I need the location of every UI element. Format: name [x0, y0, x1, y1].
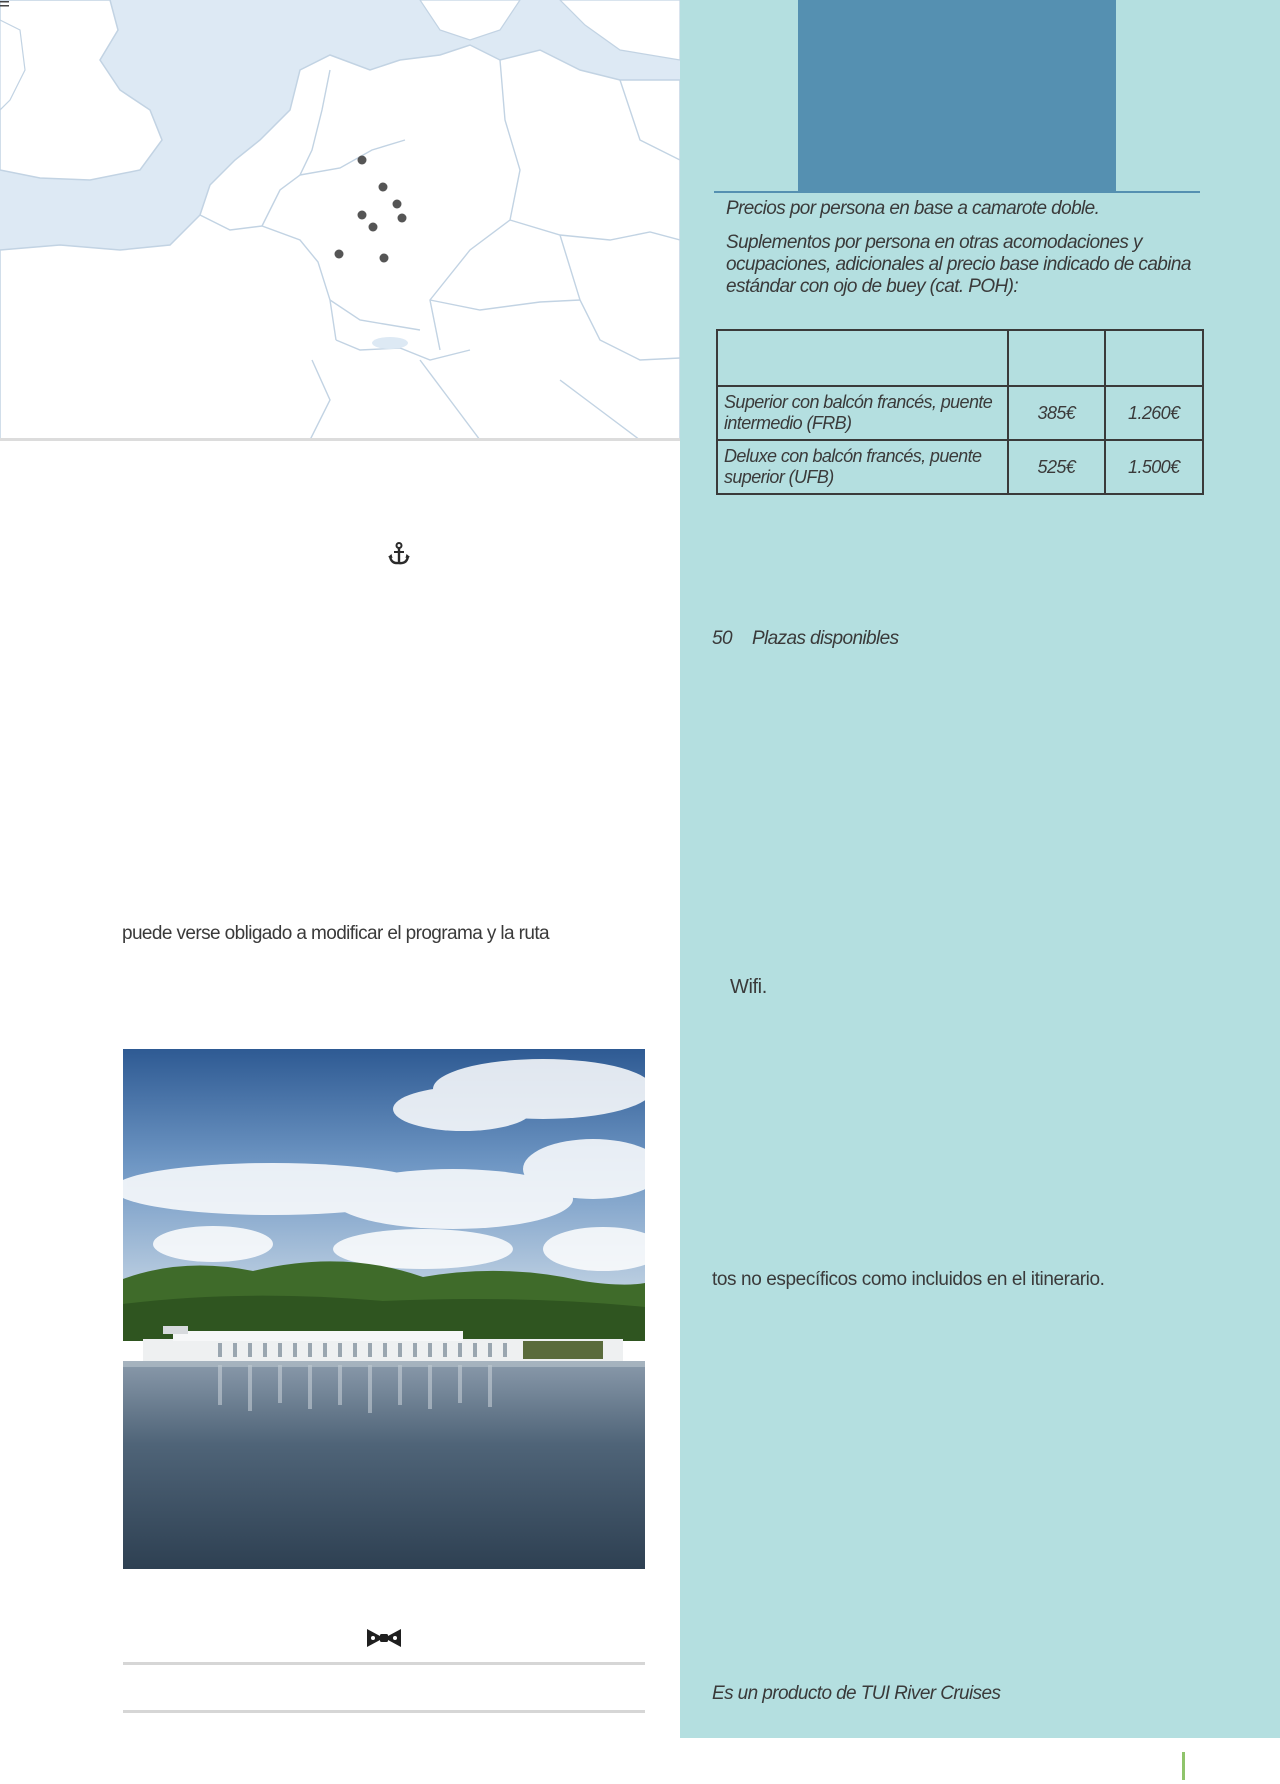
menu-icon[interactable] — [0, 0, 10, 8]
price-cell: 1.260€ — [1105, 386, 1203, 440]
cabin-cell: Superior con balcón francés, puente intermedio (FRB) — [717, 386, 1008, 440]
route-stop-marker — [393, 200, 402, 209]
supplements-note: Suplementos por persona en otras acomodaciones y ocupaciones, adicionales al precio base indicado de cabina estándar con ojo de buey (cat. POH): — [726, 232, 1191, 297]
route-stop-marker — [369, 223, 378, 232]
wifi-amenity: Wifi. — [730, 976, 767, 998]
availability-line — [712, 628, 899, 650]
map-graphic — [0, 0, 680, 440]
route-stop-marker — [379, 183, 388, 192]
table-header-cell — [1105, 330, 1203, 386]
anchor-icon — [388, 542, 410, 566]
river-cruise-ship-photo — [123, 1049, 645, 1569]
route-stop-marker — [380, 254, 389, 263]
price-basis-note: Precios por persona en base a camarote doble. — [726, 198, 1100, 219]
route-stop-marker — [358, 156, 367, 165]
table-row — [717, 386, 1203, 440]
bowtie-icon — [366, 1627, 402, 1649]
route-change-note: puede verse obligado a modificar el programa y la ruta — [122, 923, 550, 944]
page-accent-mark — [1182, 1752, 1185, 1780]
header-rule — [714, 191, 1200, 193]
section-divider — [123, 1662, 645, 1665]
route-stop-marker — [398, 214, 407, 223]
table-row — [717, 440, 1203, 494]
map-divider — [0, 438, 680, 441]
table-header-cell — [717, 330, 1008, 386]
price-cell: 525€ — [1008, 440, 1104, 494]
supplements-table — [716, 329, 1204, 495]
seats-label: Plazas disponibles — [751, 628, 899, 649]
producer-note: Es un producto de TUI River Cruises — [712, 1683, 1001, 1704]
route-stop-marker — [358, 211, 367, 220]
price-cell: 385€ — [1008, 386, 1104, 440]
section-divider — [123, 1710, 645, 1713]
seats-count: 50 — [712, 628, 732, 649]
excursions-note: tos no específicos como incluidos en el itinerario. — [712, 1269, 1105, 1290]
table-header-row — [717, 330, 1203, 386]
cabin-cell: Deluxe con balcón francés, puente superior (UFB) — [717, 440, 1008, 494]
price-cell: 1.500€ — [1105, 440, 1203, 494]
route-map — [0, 0, 680, 440]
route-stop-marker — [335, 250, 344, 259]
table-header-cell — [1008, 330, 1104, 386]
price-header-block — [798, 0, 1116, 192]
